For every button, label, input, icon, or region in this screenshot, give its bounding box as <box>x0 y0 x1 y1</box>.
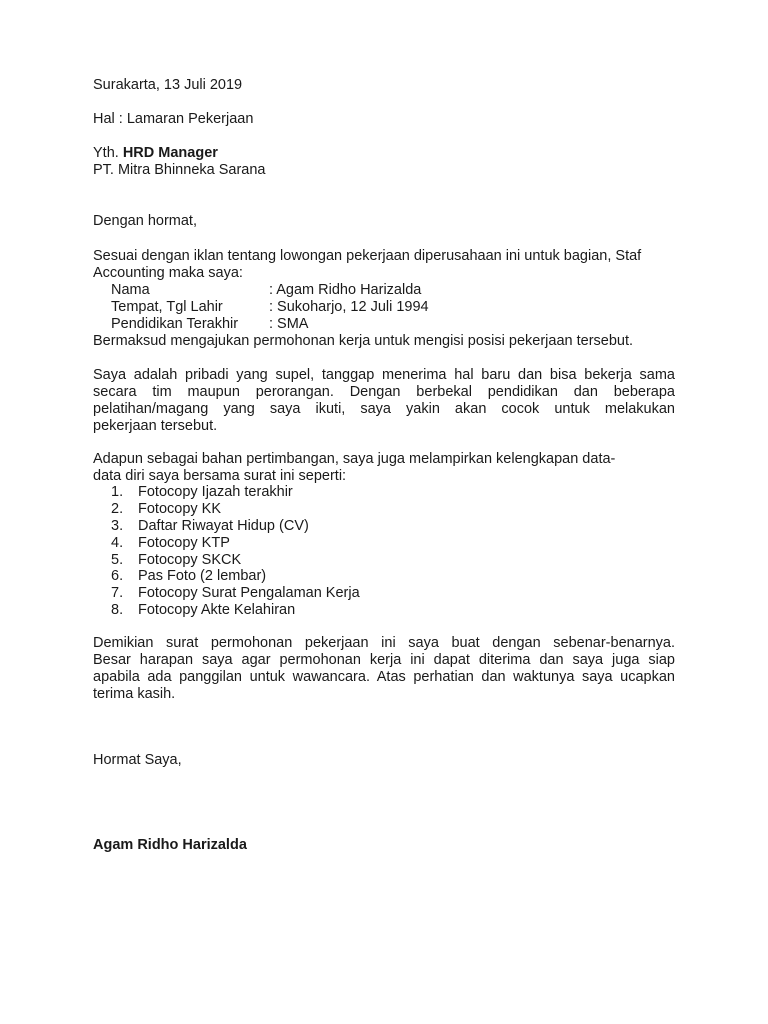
recipient-title: HRD Manager <box>122 145 218 161</box>
subject-line: Hal : Lamaran Pekerjaan <box>93 111 254 127</box>
attachment-number: 6. <box>111 568 124 584</box>
intro-line-1: Sesuai dengan iklan tentang lowongan pekerjaan diperusahaan ini untuk bagian, Staf <box>93 248 642 264</box>
paragraph-line: Demikian surat permohonan pekerjaan ini saya buat dengan sebenar-benarnya. <box>93 635 675 651</box>
self-description-paragraph <box>93 367 675 435</box>
recipient-title-line <box>93 145 218 162</box>
signoff: Hormat Saya, <box>93 752 182 768</box>
paragraph-line: pekerjaan tersebut. <box>93 418 218 434</box>
attachments-intro-line-1: Adapun sebagai bahan pertimbangan, saya juga melampirkan kelengkapan data- <box>93 451 616 467</box>
signature-name: Agam Ridho Harizalda <box>93 837 247 853</box>
identity-label: Nama <box>111 282 150 298</box>
attachment-number: 2. <box>111 501 124 517</box>
attachment-text: Fotocopy Akte Kelahiran <box>138 602 296 618</box>
attachment-item <box>111 585 360 602</box>
attachment-number: 3. <box>111 518 124 534</box>
attachment-item <box>111 518 309 535</box>
attachment-text: Fotocopy Ijazah terakhir <box>138 484 293 500</box>
paragraph-line: apabila ada panggilan untuk wawancara. Atas perhatian dan waktunya saya ucapkan <box>93 669 675 685</box>
date-line: Surakarta, 13 Juli 2019 <box>93 77 243 93</box>
intent-line: Bermaksud mengajukan permohonan kerja untuk mengisi posisi pekerjaan tersebut. <box>93 333 634 349</box>
attachments-intro-line-2: data diri saya bersama surat ini seperti: <box>93 468 347 484</box>
attachment-text: Fotocopy Surat Pengalaman Kerja <box>138 585 360 601</box>
greeting: Dengan hormat, <box>93 213 197 229</box>
identity-label: Tempat, Tgl Lahir <box>111 299 223 315</box>
attachment-number: 7. <box>111 585 124 601</box>
paragraph-line: terima kasih. <box>93 686 176 702</box>
attachment-number: 1. <box>111 484 124 500</box>
attachment-item <box>111 484 293 501</box>
identity-row-education <box>111 316 308 333</box>
attachment-item <box>111 501 221 518</box>
attachment-item <box>111 602 295 619</box>
identity-value: : SMA <box>269 316 309 332</box>
attachment-number: 5. <box>111 552 124 568</box>
identity-row-birth <box>111 299 429 316</box>
attachment-text: Fotocopy SKCK <box>138 552 242 568</box>
attachment-text: Fotocopy KTP <box>138 535 230 551</box>
attachment-text: Fotocopy KK <box>138 501 222 517</box>
attachment-text: Daftar Riwayat Hidup (CV) <box>138 518 309 534</box>
paragraph-line: Besar harapan saya agar permohonan kerja ini dapat diterima dan saya juga siap <box>93 652 675 668</box>
attachment-number: 4. <box>111 535 124 551</box>
intro-line-2: Accounting maka saya: <box>93 265 243 281</box>
recipient-company: PT. Mitra Bhinneka Sarana <box>93 162 266 178</box>
identity-value: : Sukoharjo, 12 Juli 1994 <box>269 299 429 315</box>
attachment-item <box>111 535 230 552</box>
identity-label: Pendidikan Terakhir <box>111 316 239 332</box>
attachment-item <box>111 552 241 569</box>
attachment-text: Pas Foto (2 lembar) <box>138 568 267 584</box>
recipient-prefix: Yth. <box>93 145 119 161</box>
attachment-item <box>111 568 266 585</box>
identity-value: : Agam Ridho Harizalda <box>269 282 422 298</box>
closing-paragraph <box>93 635 675 703</box>
identity-row-name <box>111 282 421 299</box>
paragraph-line: Saya adalah pribadi yang supel, tanggap menerima hal baru dan bisa bekerja sama <box>93 367 675 383</box>
paragraph-line: pelatihan/magang yang saya ikuti, saya yakin akan cocok untuk melakukan <box>93 401 675 417</box>
attachment-number: 8. <box>111 602 124 618</box>
paragraph-line: secara tim maupun perorangan. Dengan berbekal pendidikan dan beberapa <box>93 384 675 400</box>
